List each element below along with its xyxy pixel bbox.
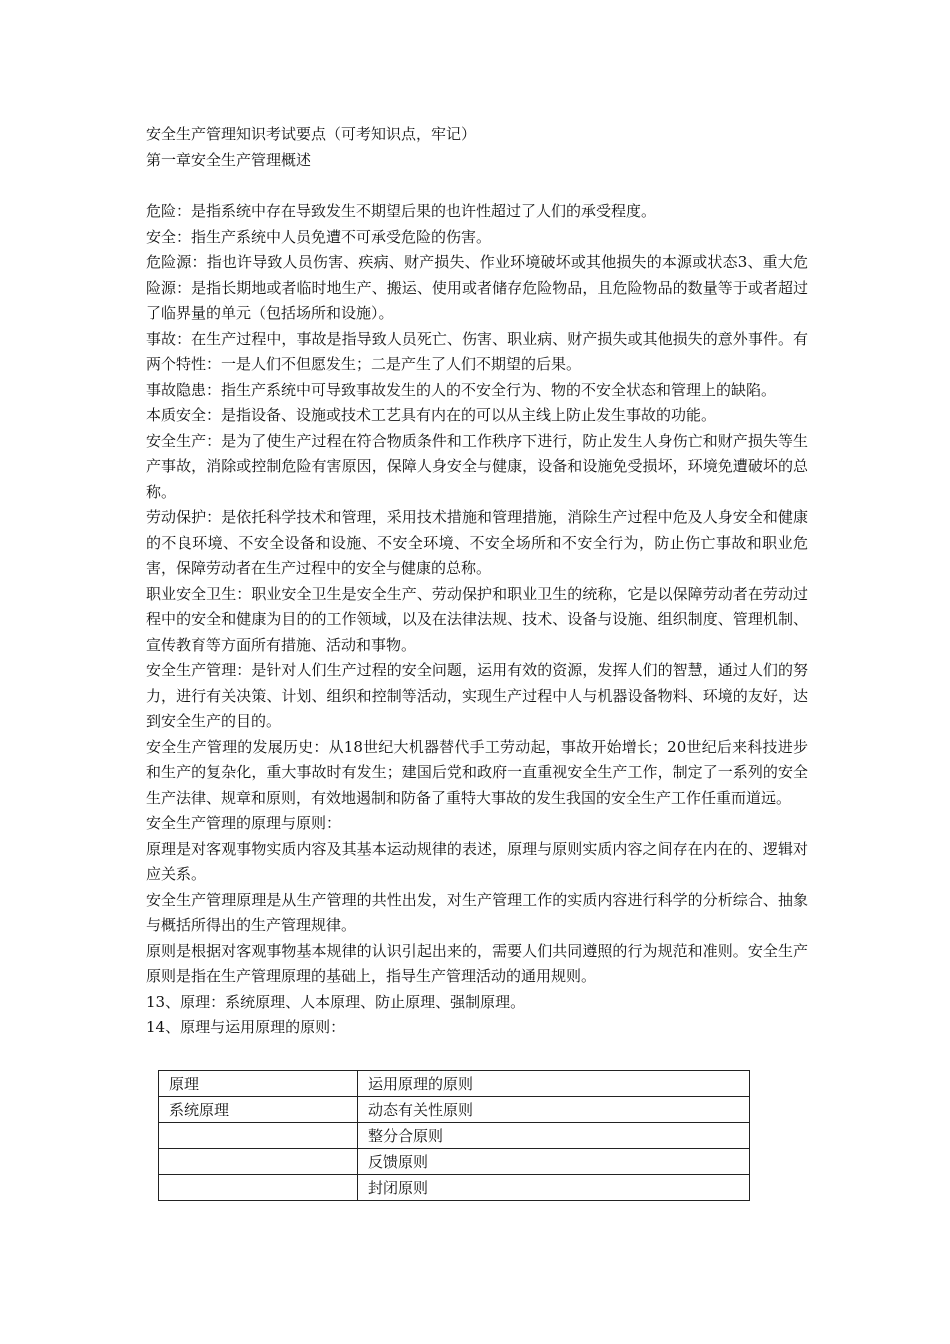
paragraph-safe-production: 安全生产：是为了使生产过程在符合物质条件和工作秩序下进行，防止发生人身伤亡和财产损失等生产事故，消除或控制危险有害原因，保障人身安全与健康，设备和设施免受损坏，环境免遭破坏的总称。 xyxy=(146,431,808,501)
paragraph-hazard-source: 危险源：指也许导致人员伤害、疾病、财产损失、作业环境破坏或其他损失的本源或状态3、重大危险源：是指长期地或者临时地生产、搬运、使用或者储存危险物品，且危险物品的数量等于或者超过了临界量的单元（包括场所和设施）。 xyxy=(146,253,808,322)
table-row xyxy=(159,1097,750,1123)
paragraph-history: 安全生产管理的发展历史：从18世纪大机器替代手工劳动起，事故开始增长；20世纪后来科技进步和生产的复杂化，重大事故时有发生；建国后党和政府一直重视安全生产工作，制定了一系列的安全生产法律、规章和原则，有效地遏制和防备了重特大事故的发生我国的安全生产工作任重而道远。 xyxy=(146,737,808,807)
paragraph-safety-management: 安全生产管理：是针对人们生产过程的安全问题，运用有效的资源，发挥人们的智慧，通过人们的努力，进行有关决策、计划、组织和控制等活动，实现生产过程中人与机器设备物料、环境的友好，达到安全生产的目的。 xyxy=(146,661,808,730)
table-cell xyxy=(159,1149,358,1175)
table-row xyxy=(159,1149,750,1175)
table-header-row xyxy=(159,1071,750,1097)
table-cell: 整分合原则 xyxy=(358,1123,750,1149)
paragraph-labor-protection: 劳动保护：是依托科学技术和管理，采用技术措施和管理措施，消除生产过程中危及人身安全和健康的不良环境、不安全设备和设施、不安全环境、不安全场所和不安全行为，防止伤亡事故和职业危害，保障劳动者在生产过程中的安全与健康的总称。 xyxy=(146,508,808,577)
table-cell: 反馈原则 xyxy=(358,1149,750,1175)
paragraph-safety: 安全：指生产系统中人员免遭不可承受危险的伤害。 xyxy=(146,227,492,246)
document-title: 安全生产管理知识考试要点（可考知识点，牢记） xyxy=(146,125,477,143)
table-row xyxy=(159,1175,750,1201)
principles-table xyxy=(158,1070,750,1201)
paragraph-accident: 事故：在生产过程中，事故是指导致人员死亡、伤害、职业病、财产损失或其他损失的意外事件。有两个特性：一是人们不但愿发生；二是产生了人们不期望的后果。 xyxy=(146,329,808,373)
spacer xyxy=(146,173,808,199)
paragraph-occupational-safety: 职业安全卫生：职业安全卫生是安全生产、劳动保护和职业卫生的统称，它是以保障劳动者在劳动过程中的安全和健康为目的的工作领域，以及在法律法规、技术、设备与设施、组织制度、管理机制、宣传教育等方面所有措施、活动和事物。 xyxy=(146,584,808,654)
table-cell xyxy=(159,1123,358,1149)
table-cell: 封闭原则 xyxy=(358,1175,750,1201)
paragraph-rule-definition: 原则是根据对客观事物基本规律的认识引起出来的，需要人们共同遵照的行为规范和准则。安全生产原则是指在生产管理原理的基础上，指导生产管理活动的通用规则。 xyxy=(146,941,808,985)
paragraph-accident-hazard: 事故隐患：指生产系统中可导致事故发生的人的不安全行为、物的不安全状态和管理上的缺陷。 xyxy=(146,380,777,399)
table-header-cell: 运用原理的原则 xyxy=(358,1071,750,1097)
table-cell: 系统原理 xyxy=(159,1097,358,1123)
document-body xyxy=(146,122,808,1041)
paragraph-item-14: 14、原理与运用原理的原则： xyxy=(146,1018,346,1036)
chapter-heading: 第一章安全生产管理概述 xyxy=(146,150,312,169)
paragraph-principles-heading: 安全生产管理的原理与原则： xyxy=(146,814,342,832)
table-row xyxy=(159,1123,750,1149)
paragraph-danger: 危险：是指系统中存在导致发生不期望后果的也许性超过了人们的承受程度。 xyxy=(146,202,657,220)
paragraph-principle-definition: 原理是对客观事物实质内容及其基本运动规律的表述，原理与原则实质内容之间存在内在的、逻辑对应关系。 xyxy=(146,839,808,883)
table-header-cell: 原理 xyxy=(159,1071,358,1097)
table-cell xyxy=(159,1175,358,1201)
paragraph-item-13: 13、原理：系统原理、人本原理、防止原理、强制原理。 xyxy=(146,992,526,1011)
paragraph-intrinsic-safety: 本质安全：是指设备、设施或技术工艺具有内在的可以从主线上防止发生事故的功能。 xyxy=(146,406,717,424)
paragraph-management-principle: 安全生产管理原理是从生产管理的共性出发，对生产管理工作的实质内容进行科学的分析综合、抽象与概括所得出的生产管理规律。 xyxy=(146,890,808,934)
table-cell: 动态有关性原则 xyxy=(358,1097,750,1123)
